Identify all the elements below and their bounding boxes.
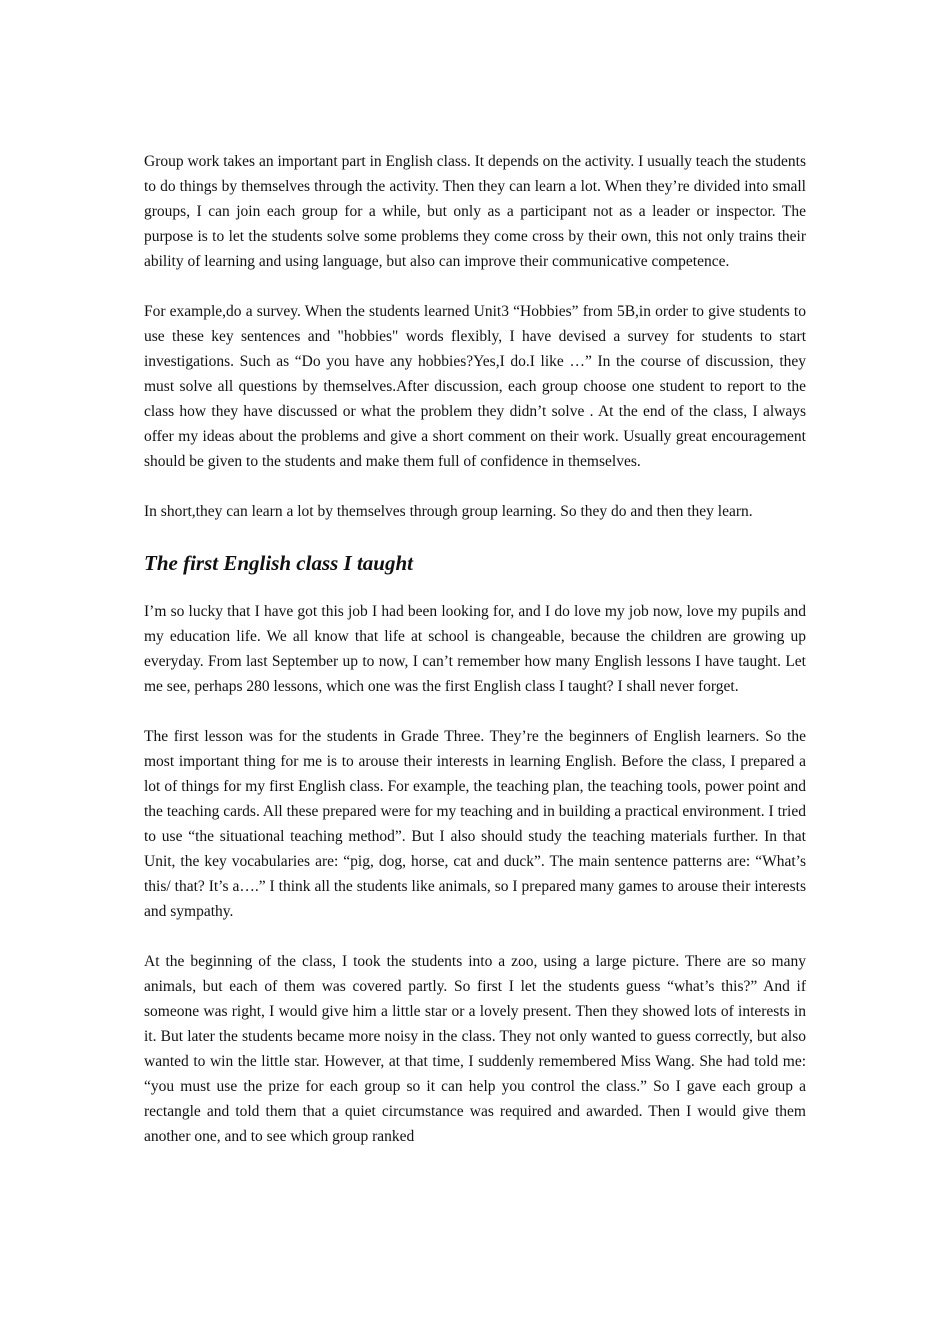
paragraph-group-work: Group work takes an important part in English class. It depends on the activity. I usually teach the students to do things by themselves through the activity. Then they can learn a lot. When they’re divided into small groups, I can join each group for a while, but only as a participant not as a leader or inspector. The purpose is to let the students solve some problems they come cross by their own, this not only trains their ability of learning and using language, but also can improve their communicative competence.	[144, 153, 806, 270]
section-heading: The first English class I taught	[144, 551, 413, 575]
paragraph-in-short: In short,they can learn a lot by themselves through group learning. So they do and then they learn.	[144, 503, 753, 520]
paragraph-lucky-job: I’m so lucky that I have got this job I had been looking for, and I do love my job now, love my pupils and my education life. We all know that life at school is changeable, because the children are growing up everyday. From last September up to now, I can’t remember how many English lessons I have taught. Let me see, perhaps 280 lessons, which one was the first English class I taught? I shall never forget.	[144, 603, 806, 695]
paragraph-first-lesson: The first lesson was for the students in Grade Three. They’re the beginners of English learners. So the most important thing for me is to arouse their interests in learning English. Before the class, I prepared a lot of things for my first English class. For example, the teaching plan, the teaching tools, power point and the teaching cards. All these prepared were for my teaching and in building a practical environment. I tried to use “the situational teaching method”. But I also should study the teaching materials further. In that Unit, the key vocabularies are: “pig, dog, horse, cat and duck”. The main sentence patterns are: “What’s this/ that? It’s a….” I think all the students like animals, so I prepared many games to arouse their interests and sympathy.	[144, 728, 806, 920]
paragraph-beginning-of-class: At the beginning of the class, I took the students into a zoo, using a large picture. There are so many animals, but each of them was covered partly. So first I let the students guess “what’s this?” And if someone was right, I would give him a little star or a lovely present. Then they showed lots of interests in it. But later the students became more noisy in the class. They not only wanted to guess correctly, but also wanted to win the little star. However, at that time, I suddenly remembered Miss Wang. She had told me: “you must use the prize for each group so it can help you control the class.” So I gave each group a rectangle and told them that a quiet circumstance was required and awarded. Then I would give them another one, and to see which group ranked	[144, 953, 806, 1145]
document-body	[144, 149, 806, 1174]
paragraph-survey-example: For example,do a survey. When the students learned Unit3 “Hobbies” from 5B,in order to give students to use these key sentences and "hobbies" words flexibly, I have devised a survey for students to start investigations. Such as “Do you have any hobbies?Yes,I do.I like …” In the course of discussion, they must solve all questions by themselves.After discussion, each group choose one student to report to the class how they have discussed or what the problem they didn’t solve . At the end of the class, I always offer my ideas about the problems and give a short comment on their work. Usually great encouragement should be given to the students and make them full of confidence in themselves.	[144, 303, 806, 470]
